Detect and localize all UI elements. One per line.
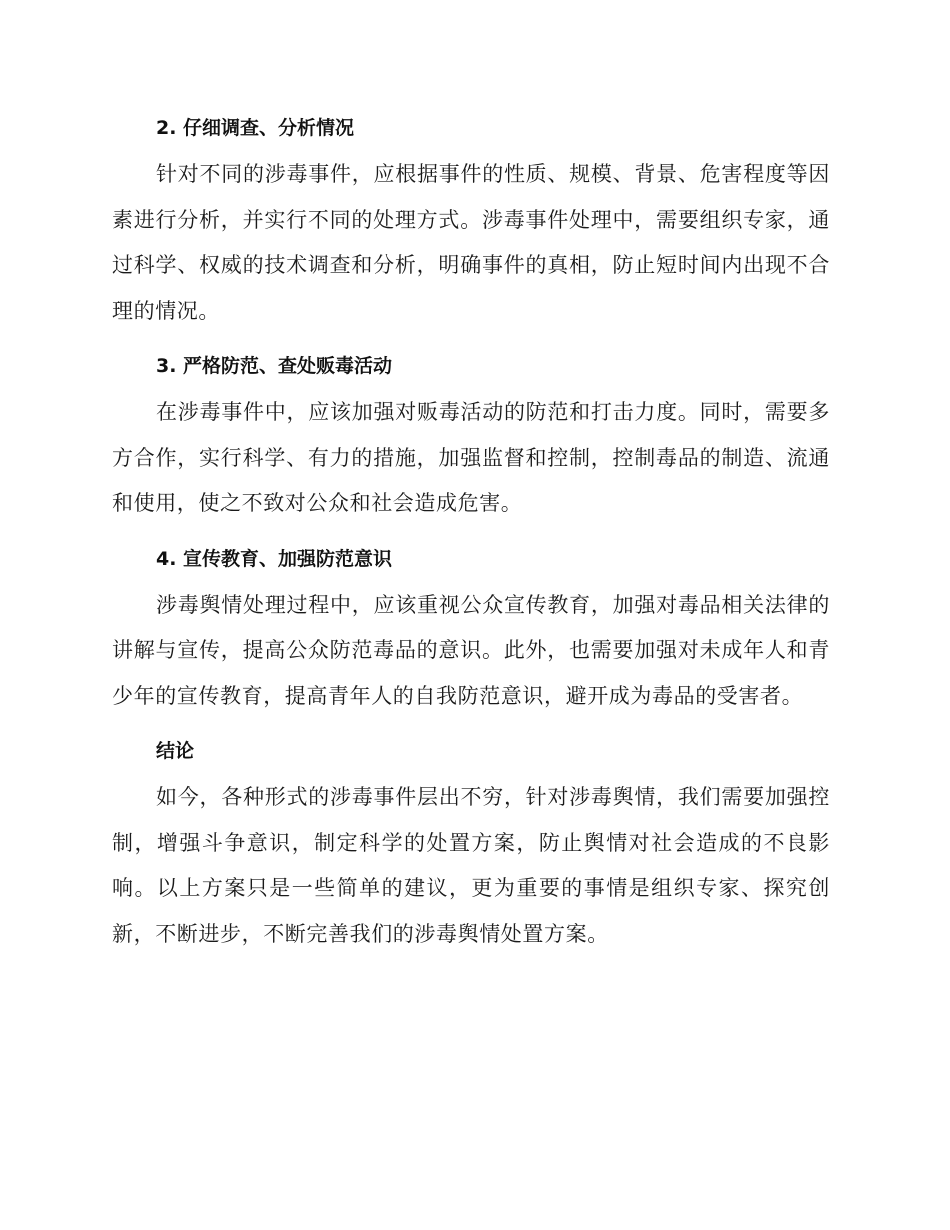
section-heading: 结论	[156, 740, 195, 762]
section-paragraph: 在涉毒事件中，应该加强对贩毒活动的防范和打击力度。同时，需要多方合作，实行科学、有力的措施，加强监督和控制，控制毒品的制造、流通和使用，使之不致对公众和社会造成危害。	[112, 400, 830, 515]
section-paragraph: 如今，各种形式的涉毒事件层出不穷，针对涉毒舆情，我们需要加强控制，增强斗争意识，制定科学的处置方案，防止舆情对社会造成的不良影响。以上方案只是一些简单的建议，更为重要的事情是组织专家、探究创新，不断进步，不断完善我们的涉毒舆情处置方案。	[112, 785, 830, 946]
section-anti-trafficking	[112, 346, 830, 527]
section-heading: 2. 仔细调查、分析情况	[156, 117, 355, 139]
document-page	[112, 108, 830, 969]
section-heading: 3. 严格防范、查处贩毒活动	[156, 355, 393, 377]
section-paragraph: 针对不同的涉毒事件，应根据事件的性质、规模、背景、危害程度等因素进行分析，并实行不同的处理方式。涉毒事件处理中，需要组织专家，通过科学、权威的技术调查和分析，明确事件的真相，防止短时间内出现不合理的情况。	[112, 162, 830, 323]
section-education	[112, 539, 830, 720]
section-heading: 4. 宣传教育、加强防范意识	[156, 547, 393, 570]
section-conclusion	[112, 731, 830, 957]
section-investigation	[112, 108, 830, 334]
section-paragraph: 涉毒舆情处理过程中，应该重视公众宣传教育，加强对毒品相关法律的讲解与宣传，提高公众防范毒品的意识。此外，也需要加强对未成年人和青少年的宣传教育，提高青年人的自我防范意识，避开成为毒品的受害者。	[112, 592, 830, 708]
